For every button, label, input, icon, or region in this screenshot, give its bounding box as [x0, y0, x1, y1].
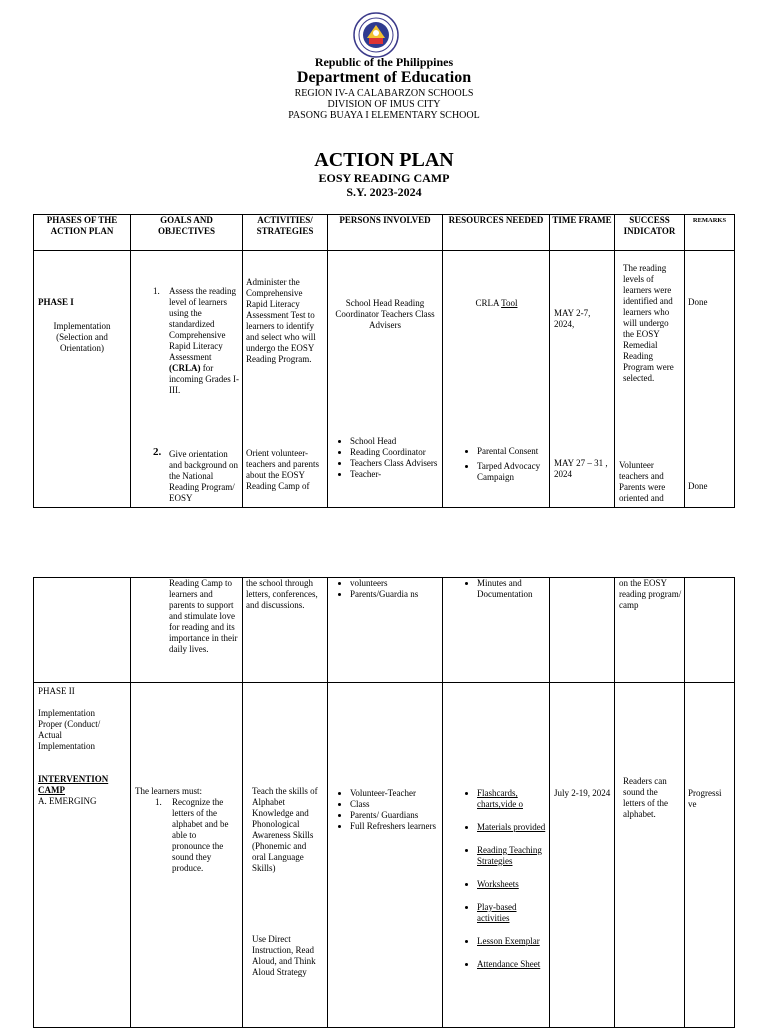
- document-page-2: [0, 577, 768, 1024]
- table-row: [34, 251, 735, 508]
- document-title: ACTION PLAN: [314, 149, 454, 171]
- cont-time-cell: [550, 578, 615, 683]
- list-item: • Parents/ Guardians: [350, 810, 440, 821]
- cont-phase-cell: [34, 578, 131, 683]
- col-goals: GOALS AND OBJECTIVES: [131, 215, 243, 251]
- phase2-goals-cell: [131, 683, 243, 1028]
- cont-goal-text: Reading Camp to learners and parents to support and stimulate love for reading and its importance in their daily lives.: [169, 578, 238, 654]
- division-heading: DIVISION OF IMUS CITY: [327, 99, 441, 110]
- success-2-text: Volunteer teachers and Parents were oriented and: [619, 460, 666, 503]
- phase1-label: PHASE I: [38, 297, 74, 307]
- persons-2-list: [336, 436, 443, 480]
- cont-activities-cell: [243, 578, 328, 683]
- table-row: [34, 683, 735, 1028]
- cont-goals-cell: [131, 578, 243, 683]
- phase2-label: PHASE II: [38, 686, 75, 696]
- cont-persons-list: [336, 578, 443, 600]
- success-1-text: The reading levels of learners were identified and learners who will undergo the EOSY Remedial Reading Program were selected.: [623, 263, 674, 383]
- school-year: S.Y. 2023-2024: [346, 185, 422, 199]
- phase1-time-cell: [550, 251, 615, 508]
- action-plan-table-page1: [33, 214, 735, 508]
- resources-2-list: [463, 446, 550, 483]
- goal-1-crla: (CRLA): [169, 363, 201, 373]
- list-item: • Attendance Sheet: [477, 959, 547, 970]
- cont-activity-text: the school through letters, conferences, and discussions.: [246, 578, 318, 610]
- list-item: • Lesson Exemplar: [477, 936, 547, 947]
- level-emerging-label: A. EMERGING: [38, 796, 97, 806]
- phase1-activities-cell: [243, 251, 328, 508]
- phase1-resources-cell: [443, 251, 550, 508]
- intervention-camp-label: INTERVENTION CAMP: [38, 774, 109, 795]
- phase2-resources-cell: [443, 683, 550, 1028]
- col-phases: PHASES OF THE ACTION PLAN: [34, 215, 131, 251]
- department-heading: Department of Education: [296, 69, 472, 86]
- list-item: • Full Refreshers learners: [350, 821, 440, 832]
- phase2-persons-list: [336, 788, 440, 832]
- republic-heading: Republic of the Philippines: [314, 55, 454, 69]
- col-resources: RESOURCES NEEDED: [443, 215, 550, 251]
- goal-2-text: Give orientation and background on the National Reading Program/ EOSY: [169, 449, 238, 503]
- list-item: • Reading Coordinator: [350, 447, 443, 458]
- col-success: SUCCESS INDICATOR: [615, 215, 685, 251]
- phase2-activity-2: Use Direct Instruction, Read Aloud, and Think Aloud Strategy: [252, 934, 316, 977]
- phase1-goals-cell: [131, 251, 243, 508]
- list-item: • Teachers Class Advisers: [350, 458, 443, 469]
- col-time: TIME FRAME: [550, 215, 615, 251]
- region-heading: REGION IV-A CALABARZON SCHOOLS: [294, 88, 474, 99]
- school-heading: PASONG BUAYA I ELEMENTARY SCHOOL: [288, 110, 480, 121]
- col-activities: ACTIVITIES/ STRATEGIES: [243, 215, 328, 251]
- phase2-persons-cell: [328, 683, 443, 1028]
- phase2-success-cell: [615, 683, 685, 1028]
- phase1-remarks-cell: [685, 251, 735, 508]
- remarks-1-text: Done: [688, 297, 708, 307]
- phase1-success-cell: [615, 251, 685, 508]
- list-item: • Tarped Advocacy Campaign: [477, 461, 550, 483]
- cont-persons-cell: [328, 578, 443, 683]
- phase2-goal-intro: The learners must:: [135, 786, 202, 796]
- list-item: • Reading Teaching Strategies: [477, 845, 547, 867]
- list-item: • Parental Consent: [477, 446, 550, 457]
- goal-1-number: 1.: [153, 286, 160, 296]
- col-remarks: REMARKS: [685, 215, 735, 251]
- list-item: • Flashcards, charts,vide o: [477, 788, 547, 810]
- document-subtitle: EOSY READING CAMP: [318, 171, 450, 185]
- phase2-desc: Implementation Proper (Conduct/ Actual Implementation: [38, 708, 101, 751]
- list-item: • Class: [350, 799, 440, 810]
- list-item: • Teacher-: [350, 469, 443, 480]
- activity-2-text: Orient volunteer-teachers and parents about the EOSY Reading Camp of: [246, 448, 319, 491]
- list-item: • Minutes and Documentation: [477, 578, 550, 600]
- cont-resources-cell: [443, 578, 550, 683]
- deped-seal-icon: [353, 12, 399, 58]
- list-item: • Parents/Guardia ns: [350, 589, 443, 600]
- phase1-desc: Implementation (Selection and Orientation): [53, 321, 111, 353]
- goal-2-number: 2.: [153, 446, 162, 458]
- table-header-row: [34, 215, 735, 251]
- time-2-text: MAY 27 – 31 , 2024: [554, 458, 608, 479]
- action-plan-table-page2: [33, 577, 735, 1028]
- phase2-remarks-text: Progressi ve: [688, 788, 722, 809]
- cont-resources-list: [463, 578, 550, 600]
- col-persons: PERSONS INVOLVED: [328, 215, 443, 251]
- list-item: • Worksheets: [477, 879, 547, 890]
- list-item: • Materials provided: [477, 822, 547, 833]
- resources-1-text: [443, 298, 550, 309]
- phase2-goal-number: 1.: [155, 797, 162, 807]
- phase2-resources-list: [463, 788, 547, 970]
- list-item: • Volunteer-Teacher: [350, 788, 440, 799]
- phase1-persons-cell: [328, 251, 443, 508]
- resources-1-crla: CRLA: [475, 298, 500, 308]
- phase2-cell: [34, 683, 131, 1028]
- phase2-activities-cell: [243, 683, 328, 1028]
- remarks-2-text: Done: [688, 481, 708, 491]
- phase2-remarks-cell: [685, 683, 735, 1028]
- page-gap: [0, 515, 768, 577]
- resources-1-tool: Tool: [501, 298, 518, 308]
- cont-success-text: on the EOSY reading program/ camp: [619, 578, 682, 610]
- phase2-time-text: July 2-19, 2024: [554, 788, 611, 798]
- activity-1-text: Administer the Comprehensive Rapid Literacy Assessment Test to learners to identify and select who will undergo the EOSY Reading Program.: [246, 277, 316, 364]
- phase2-goal-text: Recognize the letters of the alphabet and be able to pronounce the sound they produce.: [172, 797, 229, 873]
- persons-1-text: School Head Reading Coordinator Teachers Class Advisers: [335, 298, 435, 330]
- goal-1-text-main: Assess the reading level of learners using the standardized Comprehensive Rapid Literacy Assessment: [169, 286, 236, 362]
- goal-1-text-end: for incoming Grades I-III.: [169, 363, 239, 395]
- list-item: • volunteers: [350, 578, 443, 589]
- phase2-activity-1: Teach the skills of Alphabet Knowledge and Phonological Awareness Skills (Phonemic and oral Language Skills): [252, 786, 318, 873]
- phase2-time-cell: [550, 683, 615, 1028]
- phase2-success-text: Readers can sound the letters of the alphabet.: [623, 776, 668, 819]
- time-1-text: MAY 2-7, 2024,: [554, 308, 591, 329]
- cont-success-cell: [615, 578, 685, 683]
- table-row: [34, 578, 735, 683]
- goal-1-text: [169, 286, 239, 396]
- list-item: • School Head: [350, 436, 443, 447]
- cont-remarks-cell: [685, 578, 735, 683]
- phase1-cell: [34, 251, 131, 508]
- list-item: • Play-based activities: [477, 902, 547, 924]
